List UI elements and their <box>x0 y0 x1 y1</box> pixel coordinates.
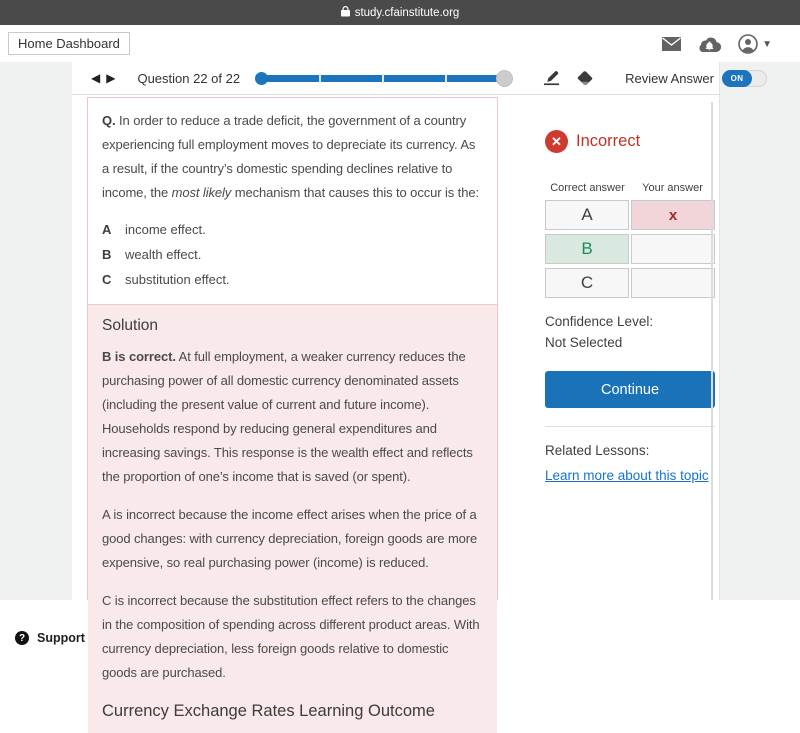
question-card <box>72 62 744 720</box>
question-text-part: mechanism that causes this to occur is the: <box>231 185 479 200</box>
divider <box>545 426 715 427</box>
progress-tick <box>382 74 384 83</box>
main-area <box>0 62 800 720</box>
solution-lead-rest: At full employment, a weaker currency reduces the purchasing power of all domestic currency denominated assets (including the present value of current and future income). Households respond by reducing general expenditures and increasing savings. This response is the wealth effect and reflects the proportion of one’s income that is saved (or spent). <box>102 349 473 484</box>
your-answer-cell-a: x <box>631 200 715 230</box>
question-navbar <box>72 62 744 95</box>
scrollbar[interactable] <box>711 102 713 600</box>
question-prefix: Q. <box>102 113 116 128</box>
answer-row-c <box>545 268 715 298</box>
option-c[interactable] <box>102 267 483 292</box>
option-letter: A <box>102 222 112 237</box>
related-lessons-label: Related Lessons: <box>545 443 650 458</box>
previous-question-icon[interactable]: ◀ <box>91 71 101 85</box>
answer-cell-a[interactable]: A <box>545 200 629 230</box>
learning-outcome-heading: Currency Exchange Rates Learning Outcome <box>102 702 435 720</box>
home-dashboard-button[interactable]: Home Dashboard <box>8 32 130 55</box>
option-text: wealth effect. <box>125 247 202 262</box>
browser-titlebar <box>0 0 800 25</box>
answer-cell-c[interactable]: C <box>545 268 629 298</box>
result-status <box>545 130 715 153</box>
solution-paragraph-c: C is incorrect because the substitution effect refers to the changes in the composition of spending across different product areas. With currency depreciation, less foreign goods relative to domestic goods are purchased. <box>102 593 480 680</box>
solution-box <box>88 304 497 733</box>
question-text-part: In order to reduce a trade deficit, the government of a country experiencing full employment moves to depreciate its currency. As a result, if the country’s domestic spending declines relative to income, the <box>102 113 476 200</box>
mail-icon[interactable] <box>662 37 681 51</box>
progress-start-dot <box>255 72 268 85</box>
question-body <box>88 98 497 209</box>
question-italic-part: most likely <box>171 185 232 200</box>
highlighter-pen-icon[interactable] <box>543 70 560 86</box>
option-text: income effect. <box>125 222 206 237</box>
header-icons <box>662 34 772 54</box>
browser-url: study.cfainstitute.org <box>354 6 460 19</box>
progress-knob[interactable] <box>496 70 513 87</box>
question-text <box>102 109 483 205</box>
solution-lead-bold: B is correct. <box>102 349 176 364</box>
review-answer-toggle[interactable] <box>722 70 767 87</box>
answer-row-b <box>545 234 715 264</box>
result-panel <box>545 130 715 485</box>
your-answer-column-header: Your answer <box>642 182 703 194</box>
answer-options <box>88 209 497 304</box>
cloud-bell-notification-icon[interactable] <box>698 36 721 52</box>
answer-cell-b[interactable]: B <box>545 234 629 264</box>
learn-more-link[interactable]: Learn more about this topic <box>545 468 709 483</box>
correct-answer-column-header: Correct answer <box>550 182 625 194</box>
progress-tick <box>319 74 321 83</box>
option-text: substitution effect. <box>125 272 230 287</box>
solution-lead-paragraph <box>102 345 483 489</box>
question-panel <box>87 97 498 720</box>
option-b[interactable] <box>102 242 483 267</box>
lock-icon <box>341 6 350 20</box>
confidence-label: Confidence Level: <box>545 314 654 329</box>
question-mark-icon: ? <box>15 631 29 645</box>
option-a[interactable] <box>102 217 483 242</box>
confidence-value: Not Selected <box>545 335 623 350</box>
user-account-icon[interactable] <box>738 34 772 54</box>
status-label: Incorrect <box>576 132 641 150</box>
eraser-icon[interactable] <box>576 71 593 86</box>
question-counter: Question 22 of 22 <box>137 70 241 86</box>
option-letter: C <box>102 272 112 287</box>
toggle-on-label: ON <box>722 70 752 87</box>
progress-fill <box>257 75 500 82</box>
support-button[interactable] <box>15 631 85 645</box>
app-header <box>0 25 800 62</box>
chevron-down-icon[interactable]: ▼ <box>762 38 772 50</box>
solution-heading: Solution <box>102 317 159 334</box>
question-progress-slider[interactable] <box>255 70 513 87</box>
answer-row-a <box>545 200 715 230</box>
option-letter: B <box>102 247 112 262</box>
solution-paragraph-a: A is incorrect because the income effect arises when the price of a good changes: with currency depreciation, foreign goods are more expensive, so real purchasing power (income) is reduced. <box>102 507 478 570</box>
progress-tick <box>445 74 447 83</box>
incorrect-x-icon: ✕ <box>545 130 568 153</box>
your-answer-cell-b <box>631 234 715 264</box>
confidence-level <box>545 311 715 353</box>
next-question-icon[interactable]: ▶ <box>106 71 116 85</box>
continue-button[interactable]: Continue <box>545 371 715 408</box>
answer-table-headers <box>545 182 715 194</box>
your-answer-cell-c <box>631 268 715 298</box>
review-answer-label: Review Answer <box>625 70 714 86</box>
support-label: Support <box>37 631 85 645</box>
